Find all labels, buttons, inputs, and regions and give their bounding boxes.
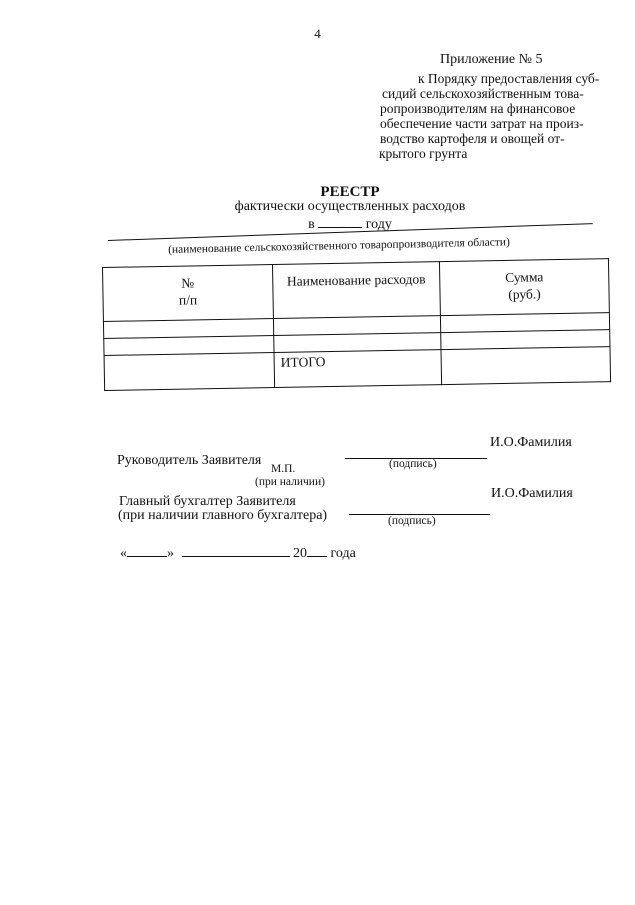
appendix-body	[379, 71, 599, 161]
date-year-suffix: года	[330, 546, 356, 561]
appendix-line: обеспечение части затрат на произ-	[380, 116, 584, 131]
head-sign-caption: (подпись)	[389, 458, 437, 470]
total-label: ИТОГО	[274, 350, 442, 388]
appendix-line: крытого грунта	[379, 146, 468, 161]
organization-caption: (наименование сельскохозяйственного товаропроизводителя области)	[168, 236, 510, 256]
page-number: 4	[314, 26, 321, 41]
year-suffix: году	[365, 217, 392, 232]
head-label: Руководитель Заявителя	[117, 453, 262, 468]
header-number: № п/п	[103, 265, 274, 322]
register-subtitle: фактически осуществленных расходов	[234, 199, 466, 214]
appendix-line: ропроизводителям на финансовое	[380, 101, 576, 116]
month-blank	[182, 556, 290, 557]
stamp-note: (при наличии)	[255, 476, 325, 488]
header-expense-name: Наименование расходов	[272, 262, 440, 319]
appendix-line: сидий сельскохозяйственным това-	[382, 86, 584, 101]
date-year-prefix: 20	[293, 546, 307, 561]
day-blank	[127, 556, 167, 557]
accountant-sign-caption: (подпись)	[388, 515, 436, 527]
date-close-quote: »	[167, 546, 174, 561]
accountant-name: И.О.Фамилия	[491, 486, 573, 501]
stamp-label: М.П.	[271, 463, 296, 475]
accountant-note: (при наличии главного бухгалтера)	[118, 508, 328, 523]
year-blank	[318, 227, 362, 228]
appendix-line: водство картофеля и овощей от-	[380, 131, 565, 146]
expenses-table	[102, 258, 610, 391]
appendix-line: к Порядку предоставления суб-	[418, 71, 600, 86]
header-sum: Сумма (руб.)	[439, 259, 609, 316]
table-total-row	[104, 347, 611, 391]
year-digits-blank	[307, 556, 327, 557]
accountant-label: Главный бухгалтер Заявителя	[119, 494, 296, 509]
date-line	[120, 546, 356, 562]
head-name: И.О.Фамилия	[490, 435, 572, 450]
year-prefix: в	[308, 217, 315, 232]
date-open-quote: «	[120, 546, 127, 561]
appendix-title: Приложение № 5	[440, 52, 543, 67]
register-title: РЕЕСТР	[320, 184, 380, 200]
table-header-row	[103, 259, 610, 322]
